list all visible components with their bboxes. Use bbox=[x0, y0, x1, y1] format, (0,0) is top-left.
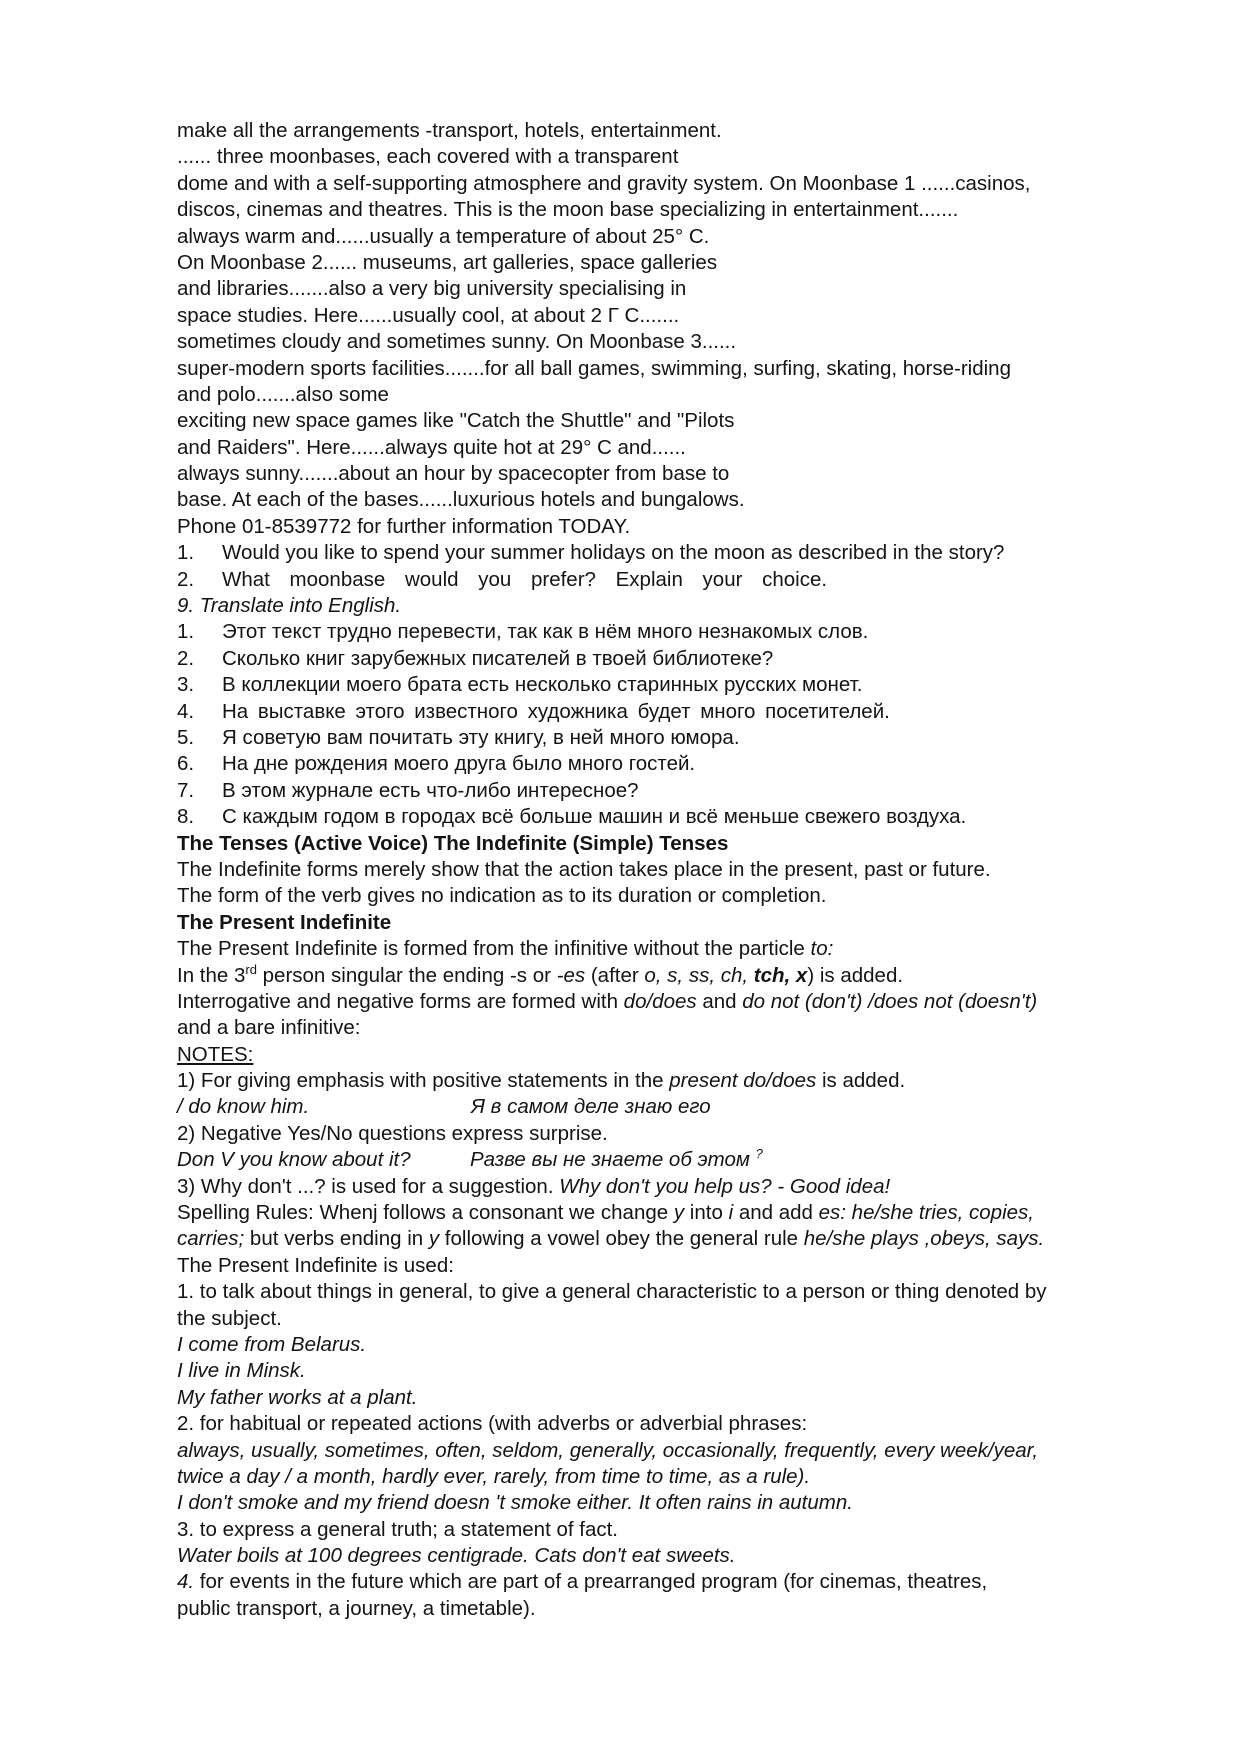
text-span: into bbox=[684, 1201, 729, 1225]
text-line: dome and with a self-supporting atmosphere and gravity system. On Moonbase 1 ......casinos, bbox=[177, 171, 1031, 195]
example-line: I don't smoke and my friend doesn 't smoke either. It often rains in autumn. bbox=[177, 1491, 853, 1515]
text-line: discos, cinemas and theatres. This is the moon base specializing in entertainment....... bbox=[177, 198, 959, 222]
text-span: and add bbox=[733, 1201, 819, 1225]
section-subheading: The Present Indefinite bbox=[177, 910, 392, 934]
item-text: Would you like to spend your summer holidays on the moon as described in the story? bbox=[222, 541, 1005, 565]
text-span: The Present Indefinite is formed from the infinitive without the particle bbox=[177, 937, 811, 961]
note-item bbox=[177, 1068, 1162, 1094]
list-item bbox=[177, 804, 1162, 830]
example-line: I come from Belarus. bbox=[177, 1332, 367, 1356]
item-number: 1. bbox=[177, 541, 195, 565]
text-line: public transport, a journey, a timetable). bbox=[177, 1596, 536, 1620]
item-number: 4. bbox=[177, 699, 195, 723]
text-line: On Moonbase 2...... museums, art galleries, space galleries bbox=[177, 250, 718, 274]
text-line: The Indefinite forms merely show that the action takes place in the present, past or future. bbox=[177, 857, 991, 881]
item-text: На дне рождения моего друга было много гостей. bbox=[222, 752, 696, 776]
item-text: Я советую вам почитать эту книгу, в ней много юмора. bbox=[222, 725, 740, 749]
text-line: always sunny.......about an hour by spacecopter from base to bbox=[177, 462, 730, 486]
use-item: 3. to express a general truth; a statement of fact. bbox=[177, 1517, 618, 1541]
translation-task bbox=[177, 593, 1162, 831]
text-span: Interrogative and negative forms are formed with bbox=[177, 989, 624, 1013]
text-span: 3) Why don't ...? is used for a suggestion. bbox=[177, 1174, 560, 1198]
text-span: o, s, ss, ch, bbox=[644, 963, 754, 987]
text-span: tch, x bbox=[753, 963, 808, 987]
text-line: exciting new space games like "Catch the Shuttle" and "Pilots bbox=[177, 409, 735, 433]
text-span: following a vowel obey the general rule bbox=[439, 1227, 804, 1251]
question-list bbox=[177, 540, 1162, 593]
superscript: rd bbox=[245, 961, 257, 977]
list-item bbox=[177, 778, 1162, 804]
example-line: twice a day / a month, hardly ever, rarely, from time to time, as a rule). bbox=[177, 1464, 811, 1488]
text-span: person singular the ending -s or bbox=[256, 963, 557, 987]
text-line bbox=[177, 1226, 1162, 1252]
item-number: 5. bbox=[177, 725, 195, 749]
item-text: What moonbase would you prefer? Explain your choice. bbox=[222, 567, 828, 591]
example-russian: Я в самом деле знаю его bbox=[471, 1095, 711, 1119]
item-number: 6. bbox=[177, 752, 195, 776]
text-line bbox=[177, 936, 1162, 962]
list-item bbox=[177, 619, 1162, 645]
notes-label: NOTES: bbox=[177, 1042, 254, 1066]
text-span: i bbox=[728, 1201, 734, 1225]
note-example bbox=[177, 1147, 1162, 1173]
use-item: 2. for habitual or repeated actions (with adverbs or adverbial phrases: bbox=[177, 1412, 808, 1436]
item-number: 2. bbox=[177, 567, 195, 591]
text-line: sometimes cloudy and sometimes sunny. On Moonbase 3...... bbox=[177, 330, 737, 354]
text-line: ...... three moonbases, each covered with a transparent bbox=[177, 145, 679, 169]
text-line: always warm and......usually a temperature of about 25° C. bbox=[177, 224, 710, 248]
text-line: and Raiders". Here......always quite hot at 29° C and...... bbox=[177, 435, 686, 459]
item-number: 3. bbox=[177, 673, 195, 697]
list-item bbox=[177, 725, 1162, 751]
text-line: and polo.......also some bbox=[177, 382, 389, 406]
text-span: is added. bbox=[816, 1069, 906, 1093]
text-line: and a bare infinitive: bbox=[177, 1016, 361, 1040]
text-span: ) is added. bbox=[807, 963, 904, 987]
text-span: for events in the future which are part of a prearranged program (for cinemas, theatres, bbox=[194, 1570, 988, 1594]
text-span: Spelling Rules: Whenj follows a consonant we change bbox=[177, 1201, 674, 1225]
text-span: y bbox=[428, 1227, 440, 1251]
list-item bbox=[177, 540, 1162, 566]
text-span: Why don't you help us? - Good idea! bbox=[559, 1174, 891, 1198]
note-item: 2) Negative Yes/No questions express surprise. bbox=[177, 1121, 608, 1145]
text-line bbox=[177, 963, 1162, 989]
task-heading: 9. Translate into English. bbox=[177, 594, 402, 618]
example-russian: Разве вы не знаете об этом bbox=[470, 1148, 750, 1172]
text-line: and libraries.......also a very big university specialising in bbox=[177, 277, 687, 301]
item-number: 7. bbox=[177, 778, 195, 802]
text-line: super-modern sports facilities.......for all ball games, swimming, surfing, skating, horse-riding bbox=[177, 356, 1011, 380]
text-span: do not (don't) /does not (doesn't) bbox=[742, 989, 1038, 1013]
note-item bbox=[177, 1174, 1162, 1200]
note-example bbox=[177, 1094, 1162, 1120]
text-line: base. At each of the bases......luxurious hotels and bungalows. bbox=[177, 488, 745, 512]
item-text: Сколько книг зарубежных писателей в твоей библиотеке? bbox=[222, 646, 774, 670]
text-span: y bbox=[673, 1201, 685, 1225]
item-number: 1. bbox=[177, 620, 195, 644]
text-line: The Present Indefinite is used: bbox=[177, 1253, 454, 1277]
text-span: he/she plays ,obeys, says. bbox=[803, 1227, 1045, 1251]
text-line: Phone 01-8539772 for further information TODAY. bbox=[177, 514, 631, 538]
text-line bbox=[177, 1200, 1162, 1226]
advertisement-text bbox=[177, 118, 1162, 540]
text-line bbox=[177, 989, 1162, 1015]
example-line: My father works at a plant. bbox=[177, 1385, 418, 1409]
item-text: На выставке этого известного художника будет много посетителей. bbox=[222, 699, 890, 723]
text-span: (after bbox=[585, 963, 645, 987]
item-text: В коллекции моего брата есть несколько старинных русских монет. bbox=[222, 673, 863, 697]
item-number: 8. bbox=[177, 805, 195, 829]
text-line: The form of the verb gives no indication as to its duration or completion. bbox=[177, 884, 827, 908]
item-text: В этом журнале есть что-либо интересное? bbox=[222, 778, 639, 802]
list-item bbox=[177, 567, 1162, 593]
list-item bbox=[177, 699, 1162, 725]
example-line: Water boils at 100 degrees centigrade. Cats don't eat sweets. bbox=[177, 1544, 736, 1568]
list-item bbox=[177, 646, 1162, 672]
text-span: carries; bbox=[177, 1227, 245, 1251]
use-item bbox=[177, 1569, 1162, 1595]
text-line: make all the arrangements -transport, hotels, entertainment. bbox=[177, 119, 722, 142]
section-heading: The Tenses (Active Voice) The Indefinite (Simple) Tenses bbox=[177, 831, 729, 855]
example-english: / do know him. bbox=[177, 1095, 310, 1119]
grammar-section bbox=[177, 831, 1162, 1623]
example-line: I live in Minsk. bbox=[177, 1359, 306, 1383]
item-number: 4. bbox=[177, 1570, 195, 1594]
item-number: 2. bbox=[177, 646, 195, 670]
text-span: -es bbox=[556, 963, 586, 987]
use-item: 1. to talk about things in general, to give a general characteristic to a person or thing denoted by bbox=[177, 1280, 1047, 1304]
text-line: space studies. Here......usually cool, at about 2 Г C....... bbox=[177, 303, 680, 327]
superscript: ? bbox=[755, 1146, 763, 1162]
text-line: the subject. bbox=[177, 1306, 282, 1330]
list-item bbox=[177, 672, 1162, 698]
example-line: always, usually, sometimes, often, seldom, generally, occasionally, frequently, every week/year, bbox=[177, 1438, 1039, 1462]
list-item bbox=[177, 751, 1162, 777]
text-span: but verbs ending in bbox=[244, 1227, 429, 1251]
text-span: to: bbox=[810, 937, 834, 961]
item-text: С каждым годом в городах всё больше машин и всё меньше свежего воздуха. bbox=[222, 805, 967, 829]
document-page bbox=[177, 118, 1162, 1622]
item-text: Этот текст трудно перевести, так как в нём много незнакомых слов. bbox=[222, 620, 869, 644]
text-span: present do/does bbox=[669, 1069, 817, 1093]
example-english: Don V you know about it? bbox=[177, 1148, 411, 1172]
text-span: and bbox=[696, 989, 743, 1013]
text-span: do/does bbox=[623, 989, 697, 1013]
text-span: es: he/she tries, copies, bbox=[818, 1201, 1034, 1225]
text-span: In the 3 bbox=[177, 963, 246, 987]
text-span: 1) For giving emphasis with positive statements in the bbox=[177, 1069, 670, 1093]
